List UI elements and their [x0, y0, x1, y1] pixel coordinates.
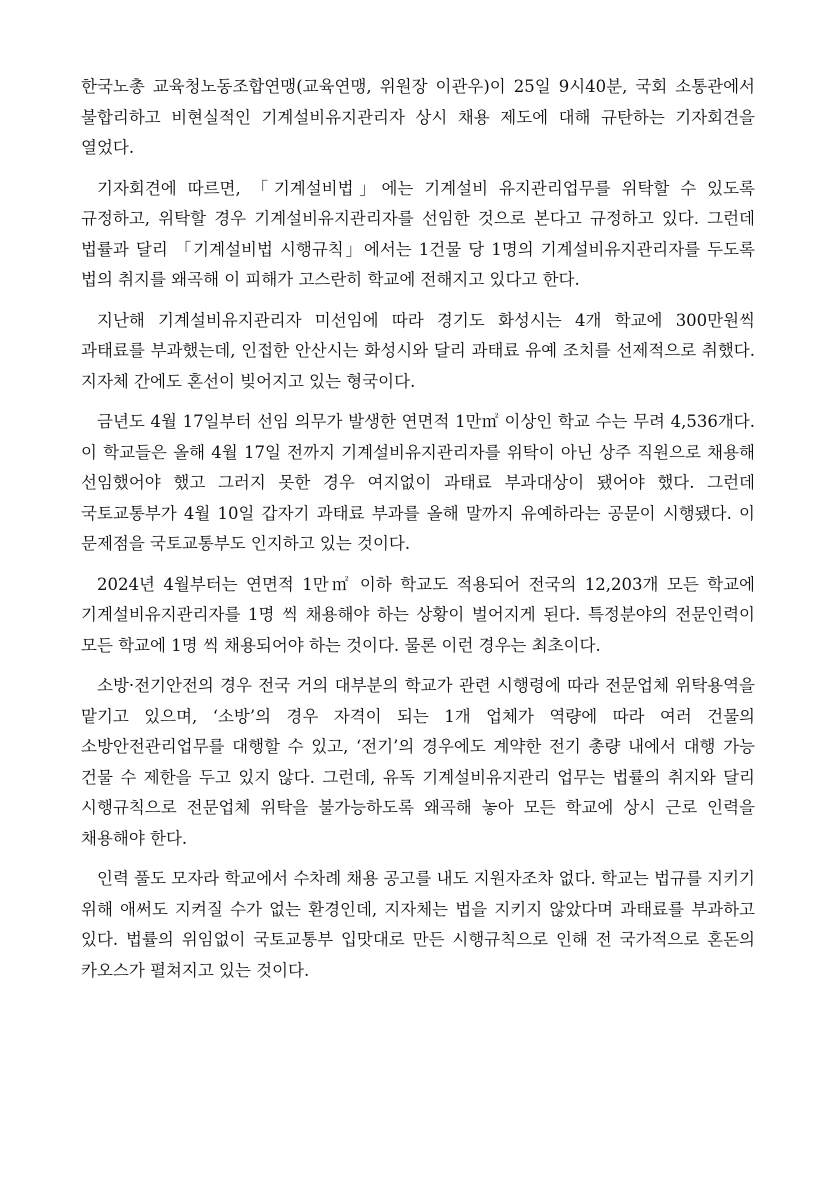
paragraph-school-count: 금년도 4월 17일부터 선임 의무가 발생한 연면적 1만㎡ 이상인 학교 수는 무려 4,536개다. 이 학교들은 올해 4월 17일 전까지 기계설비유지관리자를 위탁이 아닌 상주 직원으로 채용해 선임했어야 했고 그러지 못한 경우 여지없이 과태료 부과대상이 됐어야 했다. 그런데 국토교통부가 4월 10일 갑자기 과태료 부과를 올해 말까지 유예하라는 공문이 시행됐다. 이 문제점을 국토교통부도 인지하고 있는 것이다. — [81, 412, 755, 553]
paragraph-fine-confusion: 지난해 기계설비유지관리자 미선임에 따라 경기도 화성시는 4개 학교에 300만원씩 과태료를 부과했는데, 인접한 안산시는 화성시와 달리 과태료 유예 조치를 선제적으로 취했다. 지자체 간에도 혼선이 빚어지고 있는 형국이다. — [81, 310, 755, 391]
paragraph-press-conference: 한국노총 교육청노동조합연맹(교육연맹, 위원장 이관우)이 25일 9시40분, 국회 소통관에서 불합리하고 비현실적인 기계설비유지관리자 상시 채용 제도에 대해 규탄하는 기자회견을 열었다. — [81, 77, 755, 157]
paragraph-2024-expansion: 2024년 4월부터는 연면적 1만㎡ 이하 학교도 적용되어 전국의 12,203개 모든 학교에 기계설비유지관리자를 1명 씩 채용해야 하는 상황이 벌어지게 된다. 특정분야의 전문인력이 모든 학교에 1명 씩 채용되어야 하는 것이다. 물론 이런 경우는 최초이다. — [81, 574, 755, 655]
paragraph-law-distortion: 기자회견에 따르면, 「기계설비법」에는 기계설비 유지관리업무를 위탁할 수 있도록 규정하고, 위탁할 경우 기계설비유지관리자를 선임한 것으로 본다고 규정하고 있다. 그런데 법률과 달리 「기계설비법 시행규칙」에서는 1건물 당 1명의 기계설비유지관리자를 두도록 법의 취지를 왜곡해 이 피해가 고스란히 학교에 전해지고 있다고 한다. — [81, 178, 755, 289]
document-body — [81, 72, 755, 996]
paragraph-staffing-shortage: 인력 풀도 모자라 학교에서 수차례 채용 공고를 내도 지원자조차 없다. 학교는 법규를 지키기 위해 애써도 지켜질 수가 없는 환경인데, 지자체는 법을 지키지 않았다며 과태료를 부과하고 있다. 법률의 위임없이 국토교통부 입맛대로 만든 시행규칙으로 인해 전 국가적으로 혼돈의 카오스가 펼쳐지고 있는 것이다. — [81, 869, 755, 980]
paragraph-fire-electric-comparison: 소방·전기안전의 경우 전국 거의 대부분의 학교가 관련 시행령에 따라 전문업체 위탁용역을 맡기고 있으며, ‘소방’의 경우 자격이 되는 1개 업체가 역량에 따라 여러 건물의 소방안전관리업무를 대행할 수 있고, ‘전기’의 경우에도 계약한 전기 총량 내에서 대행 가능 건물 수 제한을 두고 있지 않다. 그런데, 유독 기계설비유지관리 업무는 법률의 취지와 달리 시행규칙으로 전문업체 위탁을 불가능하도록 왜곡해 놓아 모든 학교에 상시 근로 인력을 채용해야 한다. — [81, 676, 755, 848]
